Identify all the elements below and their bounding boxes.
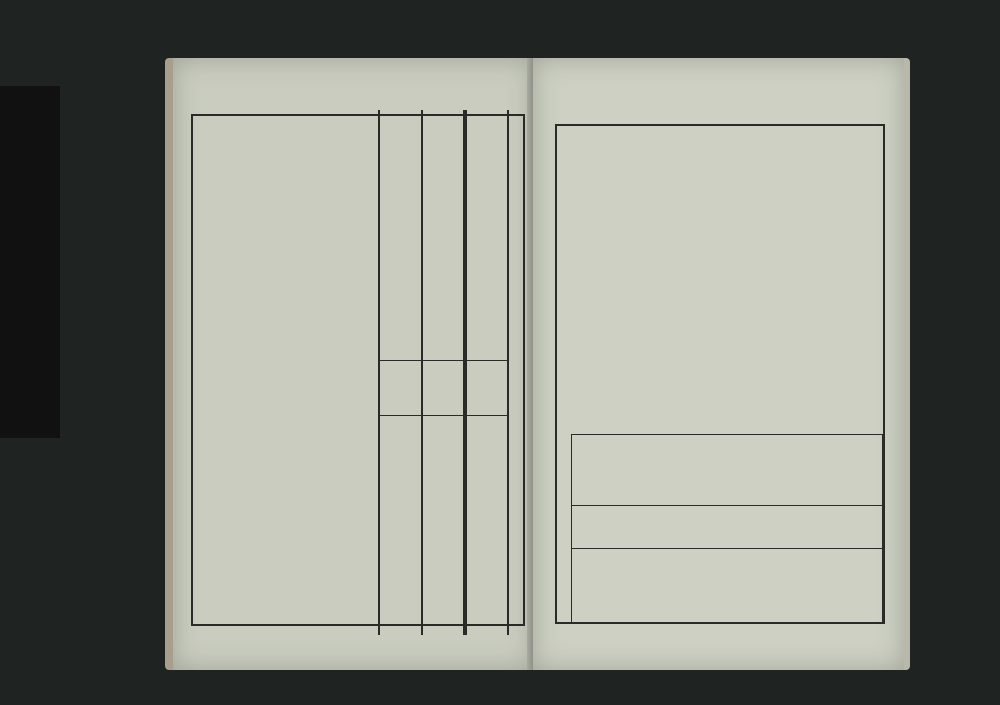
- right-page: [533, 58, 910, 670]
- advert-column: [421, 110, 465, 635]
- body-text: [593, 138, 863, 468]
- left-page: [165, 58, 533, 670]
- color-calibration-card: [0, 86, 60, 438]
- open-book: [165, 58, 910, 670]
- advert-column: [465, 110, 509, 635]
- sugoroku-board-diagram: [571, 434, 883, 624]
- advert-column: [378, 110, 422, 635]
